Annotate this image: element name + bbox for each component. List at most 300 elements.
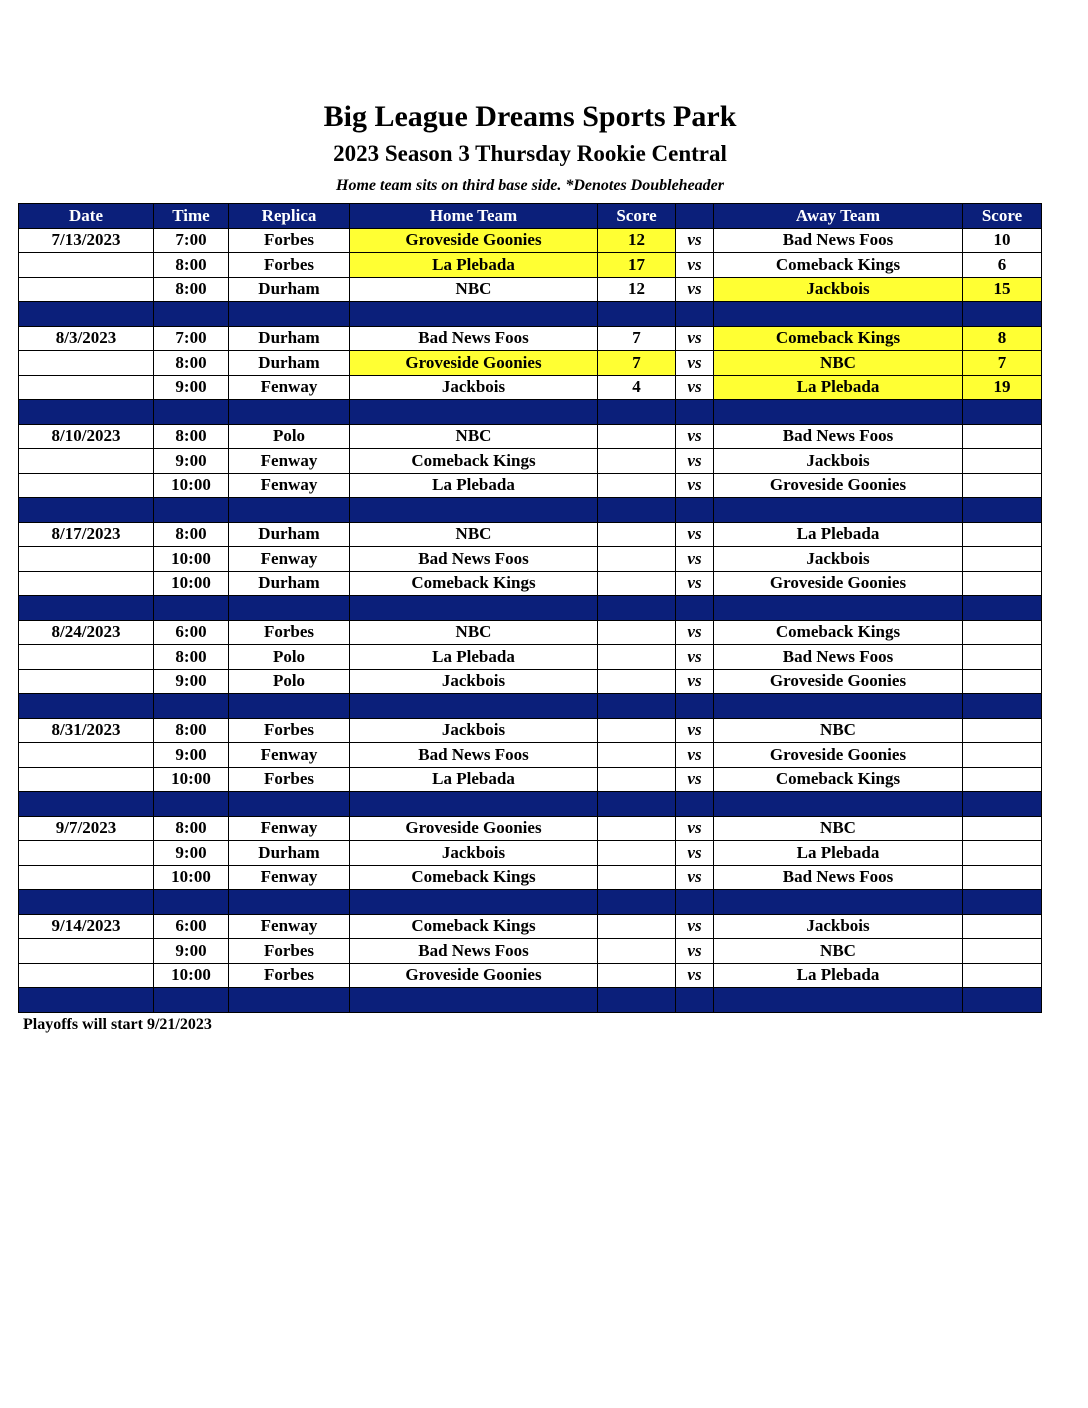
- away-score-cell: [963, 473, 1042, 498]
- vs-cell: vs: [676, 963, 714, 988]
- vs-cell: vs: [676, 424, 714, 449]
- time-cell: 6:00: [154, 620, 229, 645]
- time-cell: 10:00: [154, 473, 229, 498]
- home-team-cell: Comeback Kings: [350, 865, 598, 890]
- separator-cell: [714, 694, 963, 719]
- page-title: Big League Dreams Sports Park: [323, 100, 737, 133]
- separator-cell: [350, 302, 598, 327]
- time-cell: 9:00: [154, 743, 229, 768]
- away-score-cell: [963, 718, 1042, 743]
- home-team-cell: Groveside Goonies: [350, 351, 598, 376]
- away-score-cell: [963, 424, 1042, 449]
- vs-cell: vs: [676, 914, 714, 939]
- date-cell: [19, 351, 154, 376]
- separator-cell: [229, 400, 350, 425]
- playoffs-note: Playoffs will start 9/21/2023: [23, 1016, 212, 1033]
- home-score-cell: 7: [598, 326, 676, 351]
- column-header-home-team: Home Team: [350, 204, 598, 229]
- time-cell: 7:00: [154, 228, 229, 253]
- separator-cell: [676, 400, 714, 425]
- table-row: [19, 375, 1042, 400]
- home-score-cell: [598, 914, 676, 939]
- separator-cell: [963, 498, 1042, 523]
- column-header-time: Time: [154, 204, 229, 229]
- away-team-cell: NBC: [714, 816, 963, 841]
- home-score-cell: 12: [598, 228, 676, 253]
- time-cell: 8:00: [154, 645, 229, 670]
- away-score-cell: 6: [963, 253, 1042, 278]
- table-row: [19, 865, 1042, 890]
- table-row: [19, 743, 1042, 768]
- separator-cell: [598, 694, 676, 719]
- separator-cell: [154, 498, 229, 523]
- separator-cell: [714, 498, 963, 523]
- home-team-cell: Comeback Kings: [350, 914, 598, 939]
- separator-cell: [598, 400, 676, 425]
- vs-cell: vs: [676, 326, 714, 351]
- table-row: [19, 253, 1042, 278]
- separator-cell: [19, 694, 154, 719]
- table-row: [19, 547, 1042, 572]
- date-cell: 9/14/2023: [19, 914, 154, 939]
- time-cell: 8:00: [154, 253, 229, 278]
- separator-cell: [154, 792, 229, 817]
- column-header-date: Date: [19, 204, 154, 229]
- home-team-cell: Jackbois: [350, 375, 598, 400]
- away-team-cell: La Plebada: [714, 375, 963, 400]
- home-score-cell: [598, 816, 676, 841]
- time-cell: 8:00: [154, 351, 229, 376]
- column-header-vs: [676, 204, 714, 229]
- away-score-cell: 15: [963, 277, 1042, 302]
- home-score-cell: [598, 522, 676, 547]
- replica-cell: Fenway: [229, 449, 350, 474]
- time-cell: 9:00: [154, 375, 229, 400]
- away-score-cell: [963, 743, 1042, 768]
- home-team-cell: La Plebada: [350, 645, 598, 670]
- home-score-cell: 12: [598, 277, 676, 302]
- replica-cell: Durham: [229, 522, 350, 547]
- table-row: [19, 718, 1042, 743]
- separator-cell: [19, 498, 154, 523]
- table-row: [19, 669, 1042, 694]
- home-team-cell: La Plebada: [350, 253, 598, 278]
- week-separator-row: [19, 890, 1042, 915]
- time-cell: 8:00: [154, 424, 229, 449]
- home-score-cell: 4: [598, 375, 676, 400]
- date-cell: [19, 669, 154, 694]
- vs-cell: vs: [676, 939, 714, 964]
- replica-cell: Fenway: [229, 547, 350, 572]
- separator-cell: [676, 988, 714, 1013]
- replica-cell: Fenway: [229, 816, 350, 841]
- separator-cell: [350, 890, 598, 915]
- replica-cell: Durham: [229, 351, 350, 376]
- table-row: [19, 424, 1042, 449]
- away-team-cell: Bad News Foos: [714, 228, 963, 253]
- away-team-cell: Groveside Goonies: [714, 743, 963, 768]
- separator-cell: [598, 792, 676, 817]
- date-cell: 8/31/2023: [19, 718, 154, 743]
- home-score-cell: [598, 767, 676, 792]
- separator-cell: [350, 694, 598, 719]
- date-cell: [19, 547, 154, 572]
- table-row: [19, 963, 1042, 988]
- away-team-cell: NBC: [714, 939, 963, 964]
- time-cell: 8:00: [154, 277, 229, 302]
- replica-cell: Polo: [229, 645, 350, 670]
- separator-cell: [963, 302, 1042, 327]
- separator-cell: [154, 596, 229, 621]
- home-team-cell: Jackbois: [350, 718, 598, 743]
- table-row: [19, 473, 1042, 498]
- separator-cell: [598, 498, 676, 523]
- away-score-cell: [963, 571, 1042, 596]
- table-row: [19, 522, 1042, 547]
- page-subtitle: 2023 Season 3 Thursday Rookie Central: [333, 141, 727, 166]
- replica-cell: Fenway: [229, 914, 350, 939]
- week-separator-row: [19, 988, 1042, 1013]
- week-separator-row: [19, 596, 1042, 621]
- separator-cell: [229, 596, 350, 621]
- date-cell: [19, 253, 154, 278]
- home-team-cell: Bad News Foos: [350, 743, 598, 768]
- column-header-replica: Replica: [229, 204, 350, 229]
- home-score-cell: [598, 620, 676, 645]
- time-cell: 10:00: [154, 767, 229, 792]
- schedule-note: Home team sits on third base side. *Denotes Doubleheader: [336, 177, 724, 194]
- replica-cell: Forbes: [229, 620, 350, 645]
- away-score-cell: [963, 522, 1042, 547]
- home-team-cell: La Plebada: [350, 473, 598, 498]
- home-score-cell: 7: [598, 351, 676, 376]
- vs-cell: vs: [676, 228, 714, 253]
- separator-cell: [598, 596, 676, 621]
- separator-cell: [19, 792, 154, 817]
- header-row: [19, 204, 1042, 229]
- separator-cell: [229, 302, 350, 327]
- separator-cell: [963, 988, 1042, 1013]
- replica-cell: Forbes: [229, 767, 350, 792]
- vs-cell: vs: [676, 743, 714, 768]
- vs-cell: vs: [676, 253, 714, 278]
- date-cell: [19, 449, 154, 474]
- replica-cell: Forbes: [229, 939, 350, 964]
- separator-cell: [963, 792, 1042, 817]
- separator-cell: [19, 988, 154, 1013]
- separator-cell: [963, 694, 1042, 719]
- home-team-cell: NBC: [350, 277, 598, 302]
- away-team-cell: La Plebada: [714, 841, 963, 866]
- away-team-cell: Jackbois: [714, 277, 963, 302]
- home-team-cell: NBC: [350, 424, 598, 449]
- separator-cell: [676, 596, 714, 621]
- away-team-cell: La Plebada: [714, 522, 963, 547]
- away-team-cell: Jackbois: [714, 914, 963, 939]
- table-row: [19, 620, 1042, 645]
- time-cell: 10:00: [154, 547, 229, 572]
- table-row: [19, 767, 1042, 792]
- vs-cell: vs: [676, 816, 714, 841]
- separator-cell: [154, 302, 229, 327]
- table-row: [19, 449, 1042, 474]
- table-row: [19, 914, 1042, 939]
- separator-cell: [714, 302, 963, 327]
- separator-cell: [714, 890, 963, 915]
- away-score-cell: [963, 620, 1042, 645]
- separator-cell: [676, 302, 714, 327]
- date-cell: [19, 743, 154, 768]
- separator-cell: [154, 400, 229, 425]
- away-score-cell: 19: [963, 375, 1042, 400]
- vs-cell: vs: [676, 767, 714, 792]
- replica-cell: Fenway: [229, 743, 350, 768]
- away-score-cell: [963, 645, 1042, 670]
- home-team-cell: Bad News Foos: [350, 939, 598, 964]
- separator-cell: [229, 890, 350, 915]
- home-team-cell: Jackbois: [350, 669, 598, 694]
- schedule-table: [18, 203, 1042, 1013]
- away-team-cell: Bad News Foos: [714, 645, 963, 670]
- home-score-cell: [598, 645, 676, 670]
- separator-cell: [350, 400, 598, 425]
- away-team-cell: Comeback Kings: [714, 253, 963, 278]
- away-team-cell: La Plebada: [714, 963, 963, 988]
- away-team-cell: Comeback Kings: [714, 767, 963, 792]
- home-score-cell: [598, 547, 676, 572]
- away-score-cell: 8: [963, 326, 1042, 351]
- replica-cell: Forbes: [229, 253, 350, 278]
- table-row: [19, 571, 1042, 596]
- week-separator-row: [19, 400, 1042, 425]
- replica-cell: Fenway: [229, 375, 350, 400]
- date-cell: [19, 963, 154, 988]
- separator-cell: [598, 890, 676, 915]
- week-separator-row: [19, 694, 1042, 719]
- away-score-cell: [963, 449, 1042, 474]
- away-score-cell: [963, 963, 1042, 988]
- home-score-cell: [598, 718, 676, 743]
- vs-cell: vs: [676, 351, 714, 376]
- week-separator-row: [19, 792, 1042, 817]
- date-cell: [19, 473, 154, 498]
- separator-cell: [963, 890, 1042, 915]
- separator-cell: [154, 988, 229, 1013]
- home-score-cell: [598, 424, 676, 449]
- vs-cell: vs: [676, 473, 714, 498]
- date-cell: [19, 767, 154, 792]
- separator-cell: [963, 596, 1042, 621]
- time-cell: 9:00: [154, 939, 229, 964]
- time-cell: 9:00: [154, 841, 229, 866]
- separator-cell: [714, 596, 963, 621]
- away-score-cell: [963, 816, 1042, 841]
- vs-cell: vs: [676, 645, 714, 670]
- home-score-cell: [598, 473, 676, 498]
- separator-cell: [598, 302, 676, 327]
- separator-cell: [676, 792, 714, 817]
- vs-cell: vs: [676, 571, 714, 596]
- date-cell: [19, 375, 154, 400]
- home-score-cell: [598, 743, 676, 768]
- separator-cell: [229, 694, 350, 719]
- separator-cell: [714, 792, 963, 817]
- home-team-cell: Bad News Foos: [350, 547, 598, 572]
- away-score-cell: 7: [963, 351, 1042, 376]
- vs-cell: vs: [676, 277, 714, 302]
- home-score-cell: [598, 939, 676, 964]
- away-score-cell: [963, 914, 1042, 939]
- home-team-cell: Groveside Goonies: [350, 963, 598, 988]
- separator-cell: [19, 400, 154, 425]
- away-team-cell: Jackbois: [714, 449, 963, 474]
- home-team-cell: Jackbois: [350, 841, 598, 866]
- home-team-cell: La Plebada: [350, 767, 598, 792]
- replica-cell: Forbes: [229, 228, 350, 253]
- separator-cell: [598, 988, 676, 1013]
- vs-cell: vs: [676, 522, 714, 547]
- separator-cell: [19, 890, 154, 915]
- vs-cell: vs: [676, 449, 714, 474]
- time-cell: 7:00: [154, 326, 229, 351]
- home-team-cell: Bad News Foos: [350, 326, 598, 351]
- vs-cell: vs: [676, 547, 714, 572]
- away-team-cell: NBC: [714, 351, 963, 376]
- vs-cell: vs: [676, 620, 714, 645]
- time-cell: 9:00: [154, 449, 229, 474]
- home-score-cell: [598, 449, 676, 474]
- separator-cell: [154, 694, 229, 719]
- time-cell: 10:00: [154, 865, 229, 890]
- separator-cell: [676, 890, 714, 915]
- separator-cell: [350, 498, 598, 523]
- away-score-cell: [963, 939, 1042, 964]
- table-row: [19, 351, 1042, 376]
- time-cell: 9:00: [154, 669, 229, 694]
- table-row: [19, 645, 1042, 670]
- replica-cell: Forbes: [229, 718, 350, 743]
- time-cell: 6:00: [154, 914, 229, 939]
- home-score-cell: [598, 841, 676, 866]
- replica-cell: Forbes: [229, 963, 350, 988]
- replica-cell: Durham: [229, 277, 350, 302]
- table-row: [19, 939, 1042, 964]
- week-separator-row: [19, 498, 1042, 523]
- separator-cell: [19, 302, 154, 327]
- separator-cell: [229, 792, 350, 817]
- home-team-cell: Comeback Kings: [350, 449, 598, 474]
- home-score-cell: [598, 571, 676, 596]
- separator-cell: [350, 792, 598, 817]
- home-team-cell: NBC: [350, 522, 598, 547]
- date-cell: 8/3/2023: [19, 326, 154, 351]
- home-score-cell: 17: [598, 253, 676, 278]
- date-cell: [19, 841, 154, 866]
- date-cell: [19, 645, 154, 670]
- time-cell: 8:00: [154, 718, 229, 743]
- separator-cell: [714, 988, 963, 1013]
- home-score-cell: [598, 865, 676, 890]
- column-header-away-score: Score: [963, 204, 1042, 229]
- away-team-cell: Bad News Foos: [714, 865, 963, 890]
- away-team-cell: Groveside Goonies: [714, 571, 963, 596]
- home-team-cell: Groveside Goonies: [350, 816, 598, 841]
- replica-cell: Durham: [229, 326, 350, 351]
- replica-cell: Polo: [229, 669, 350, 694]
- away-team-cell: Bad News Foos: [714, 424, 963, 449]
- home-score-cell: [598, 669, 676, 694]
- table-row: [19, 326, 1042, 351]
- separator-cell: [19, 596, 154, 621]
- time-cell: 8:00: [154, 816, 229, 841]
- column-header-away-team: Away Team: [714, 204, 963, 229]
- home-score-cell: [598, 963, 676, 988]
- date-cell: [19, 277, 154, 302]
- table-row: [19, 277, 1042, 302]
- vs-cell: vs: [676, 865, 714, 890]
- away-score-cell: [963, 841, 1042, 866]
- away-score-cell: [963, 669, 1042, 694]
- away-team-cell: Groveside Goonies: [714, 669, 963, 694]
- date-cell: 7/13/2023: [19, 228, 154, 253]
- separator-cell: [676, 498, 714, 523]
- column-header-home-score: Score: [598, 204, 676, 229]
- separator-cell: [714, 400, 963, 425]
- replica-cell: Fenway: [229, 473, 350, 498]
- week-separator-row: [19, 302, 1042, 327]
- home-team-cell: Groveside Goonies: [350, 228, 598, 253]
- date-cell: 8/10/2023: [19, 424, 154, 449]
- time-cell: 8:00: [154, 522, 229, 547]
- replica-cell: Polo: [229, 424, 350, 449]
- table-row: [19, 816, 1042, 841]
- away-team-cell: NBC: [714, 718, 963, 743]
- away-team-cell: Comeback Kings: [714, 620, 963, 645]
- away-score-cell: [963, 547, 1042, 572]
- away-team-cell: Groveside Goonies: [714, 473, 963, 498]
- table-row: [19, 841, 1042, 866]
- time-cell: 10:00: [154, 571, 229, 596]
- time-cell: 10:00: [154, 963, 229, 988]
- date-cell: [19, 865, 154, 890]
- vs-cell: vs: [676, 375, 714, 400]
- date-cell: 9/7/2023: [19, 816, 154, 841]
- away-team-cell: Comeback Kings: [714, 326, 963, 351]
- home-team-cell: Comeback Kings: [350, 571, 598, 596]
- separator-cell: [350, 988, 598, 1013]
- date-cell: 8/24/2023: [19, 620, 154, 645]
- separator-cell: [350, 596, 598, 621]
- vs-cell: vs: [676, 669, 714, 694]
- vs-cell: vs: [676, 718, 714, 743]
- separator-cell: [229, 498, 350, 523]
- separator-cell: [963, 400, 1042, 425]
- home-team-cell: NBC: [350, 620, 598, 645]
- away-score-cell: [963, 767, 1042, 792]
- separator-cell: [676, 694, 714, 719]
- replica-cell: Durham: [229, 841, 350, 866]
- replica-cell: Durham: [229, 571, 350, 596]
- date-cell: [19, 939, 154, 964]
- schedule-body: [19, 228, 1042, 1012]
- separator-cell: [154, 890, 229, 915]
- date-cell: 8/17/2023: [19, 522, 154, 547]
- away-score-cell: 10: [963, 228, 1042, 253]
- vs-cell: vs: [676, 841, 714, 866]
- date-cell: [19, 571, 154, 596]
- away-team-cell: Jackbois: [714, 547, 963, 572]
- separator-cell: [229, 988, 350, 1013]
